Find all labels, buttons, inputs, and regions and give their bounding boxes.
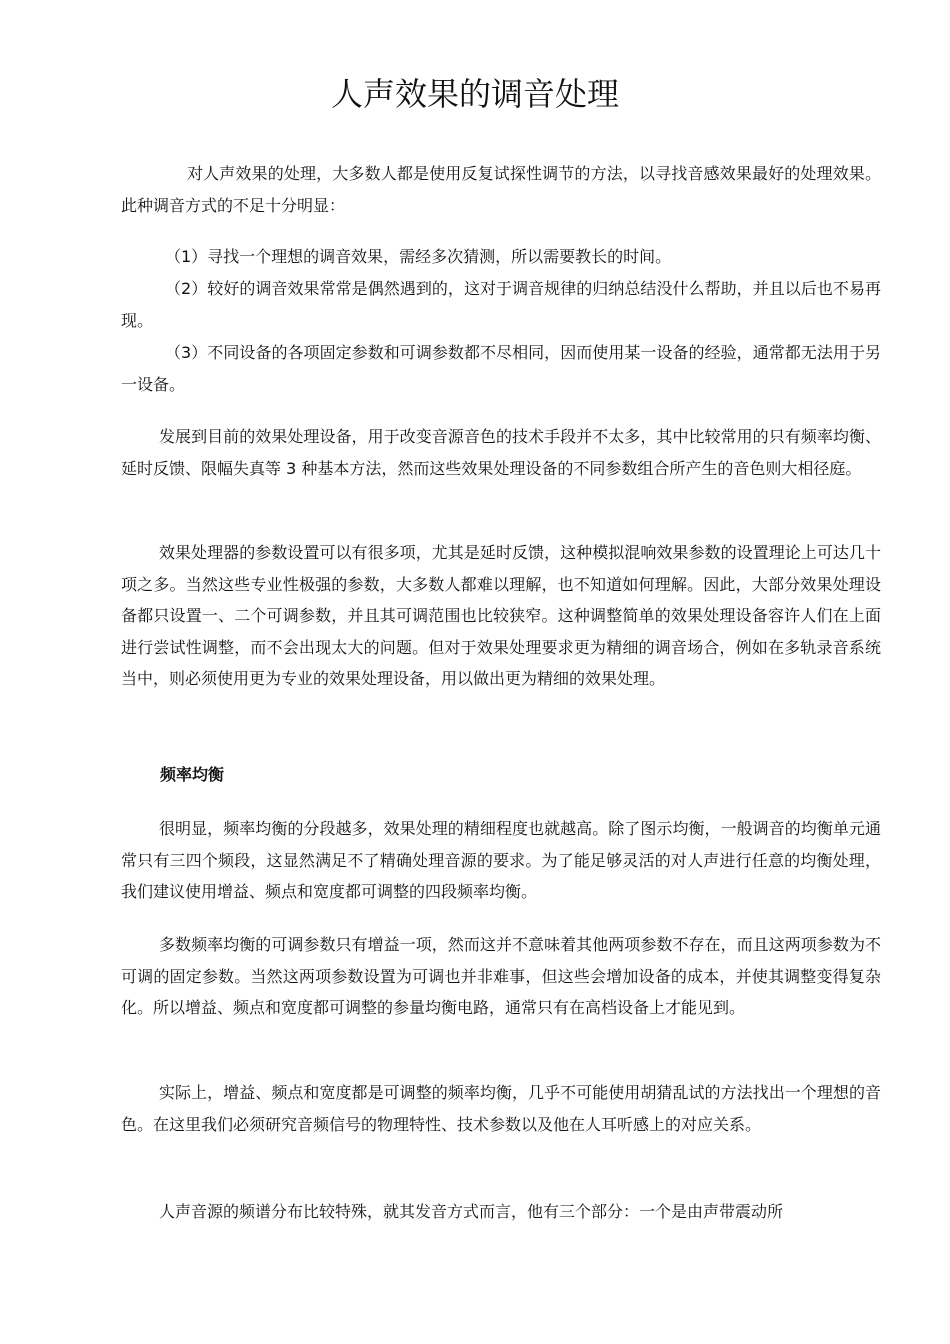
eq-paragraph-1: 很明显，频率均衡的分段越多，效果处理的精细程度也就越高。除了图示均衡，一般调音的均衡单元通常只有三四个频段，这显然满足不了精确处理音源的要求。为了能足够灵活的对人声进行任意的均衡处理，我们建议使用增益、频点和宽度都可调整的四段频率均衡。 bbox=[121, 819, 881, 901]
list-item-3: （3）不同设备的各项固定参数和可调参数都不尽相同，因而使用某一设备的经验，通常都无法用于另一设备。 bbox=[121, 343, 881, 394]
eq-paragraph-2: 多数频率均衡的可调参数只有增益一项，然而这并不意味着其他两项参数不存在，而且这两项参数为不可调的固定参数。当然这两项参数设置为可调也并非难事，但这些会增加设备的成本，并使其调整变得复杂化。所以增益、频点和宽度都可调整的参量均衡电路，通常只有在高档设备上才能见到。 bbox=[121, 935, 881, 1017]
development-paragraph: 发展到目前的效果处理设备，用于改变音源音色的技术手段并不太多，其中比较常用的只有频率均衡、延时反馈、限幅失真等 3 种基本方法，然而这些效果处理设备的不同参数组合所产生的音色则大相径庭。 bbox=[121, 427, 881, 478]
document-title: 人声效果的调音处理 bbox=[330, 75, 619, 113]
eq-paragraph-3: 实际上，增益、频点和宽度都是可调整的频率均衡，几乎不可能使用胡猜乱试的方法找出一个理想的音色。在这里我们必须研究音频信号的物理特性、技术参数以及他在人耳听感上的对应关系。 bbox=[121, 1083, 881, 1134]
intro-paragraph: 对人声效果的处理，大多数人都是使用反复试探性调节的方法，以寻找音感效果最好的处理效果。此种调音方式的不足十分明显： bbox=[121, 164, 881, 215]
list-item-1: （1）寻找一个理想的调音效果，需经多次猜测，所以需要教长的时间。 bbox=[165, 247, 672, 266]
spectrum-paragraph: 人声音源的频谱分布比较特殊，就其发音方式而言，他有三个部分：一个是由声带震动所 bbox=[159, 1202, 784, 1221]
section-heading-eq: 频率均衡 bbox=[160, 765, 225, 784]
processor-paragraph: 效果处理器的参数设置可以有很多项，尤其是延时反馈，这种模拟混响效果参数的设置理论上可达几十项之多。当然这些专业性极强的参数，大多数人都难以理解，也不知道如何理解。因此，大部分效果处理设备都只设置一、二个可调参数，并且其可调范围也比较狭窄。这种调整简单的效果处理设备容许人们在上面进行尝试性调整，而不会出现太大的问题。但对于效果处理要求更为精细的调音场合，例如在多轨录音系统当中，则必须使用更为专业的效果处理设备，用以做出更为精细的效果处理。 bbox=[121, 543, 881, 688]
list-item-2: （2）较好的调音效果常常是偶然遇到的，这对于调音规律的归纳总结没什么帮助，并且以后也不易再现。 bbox=[121, 279, 881, 330]
